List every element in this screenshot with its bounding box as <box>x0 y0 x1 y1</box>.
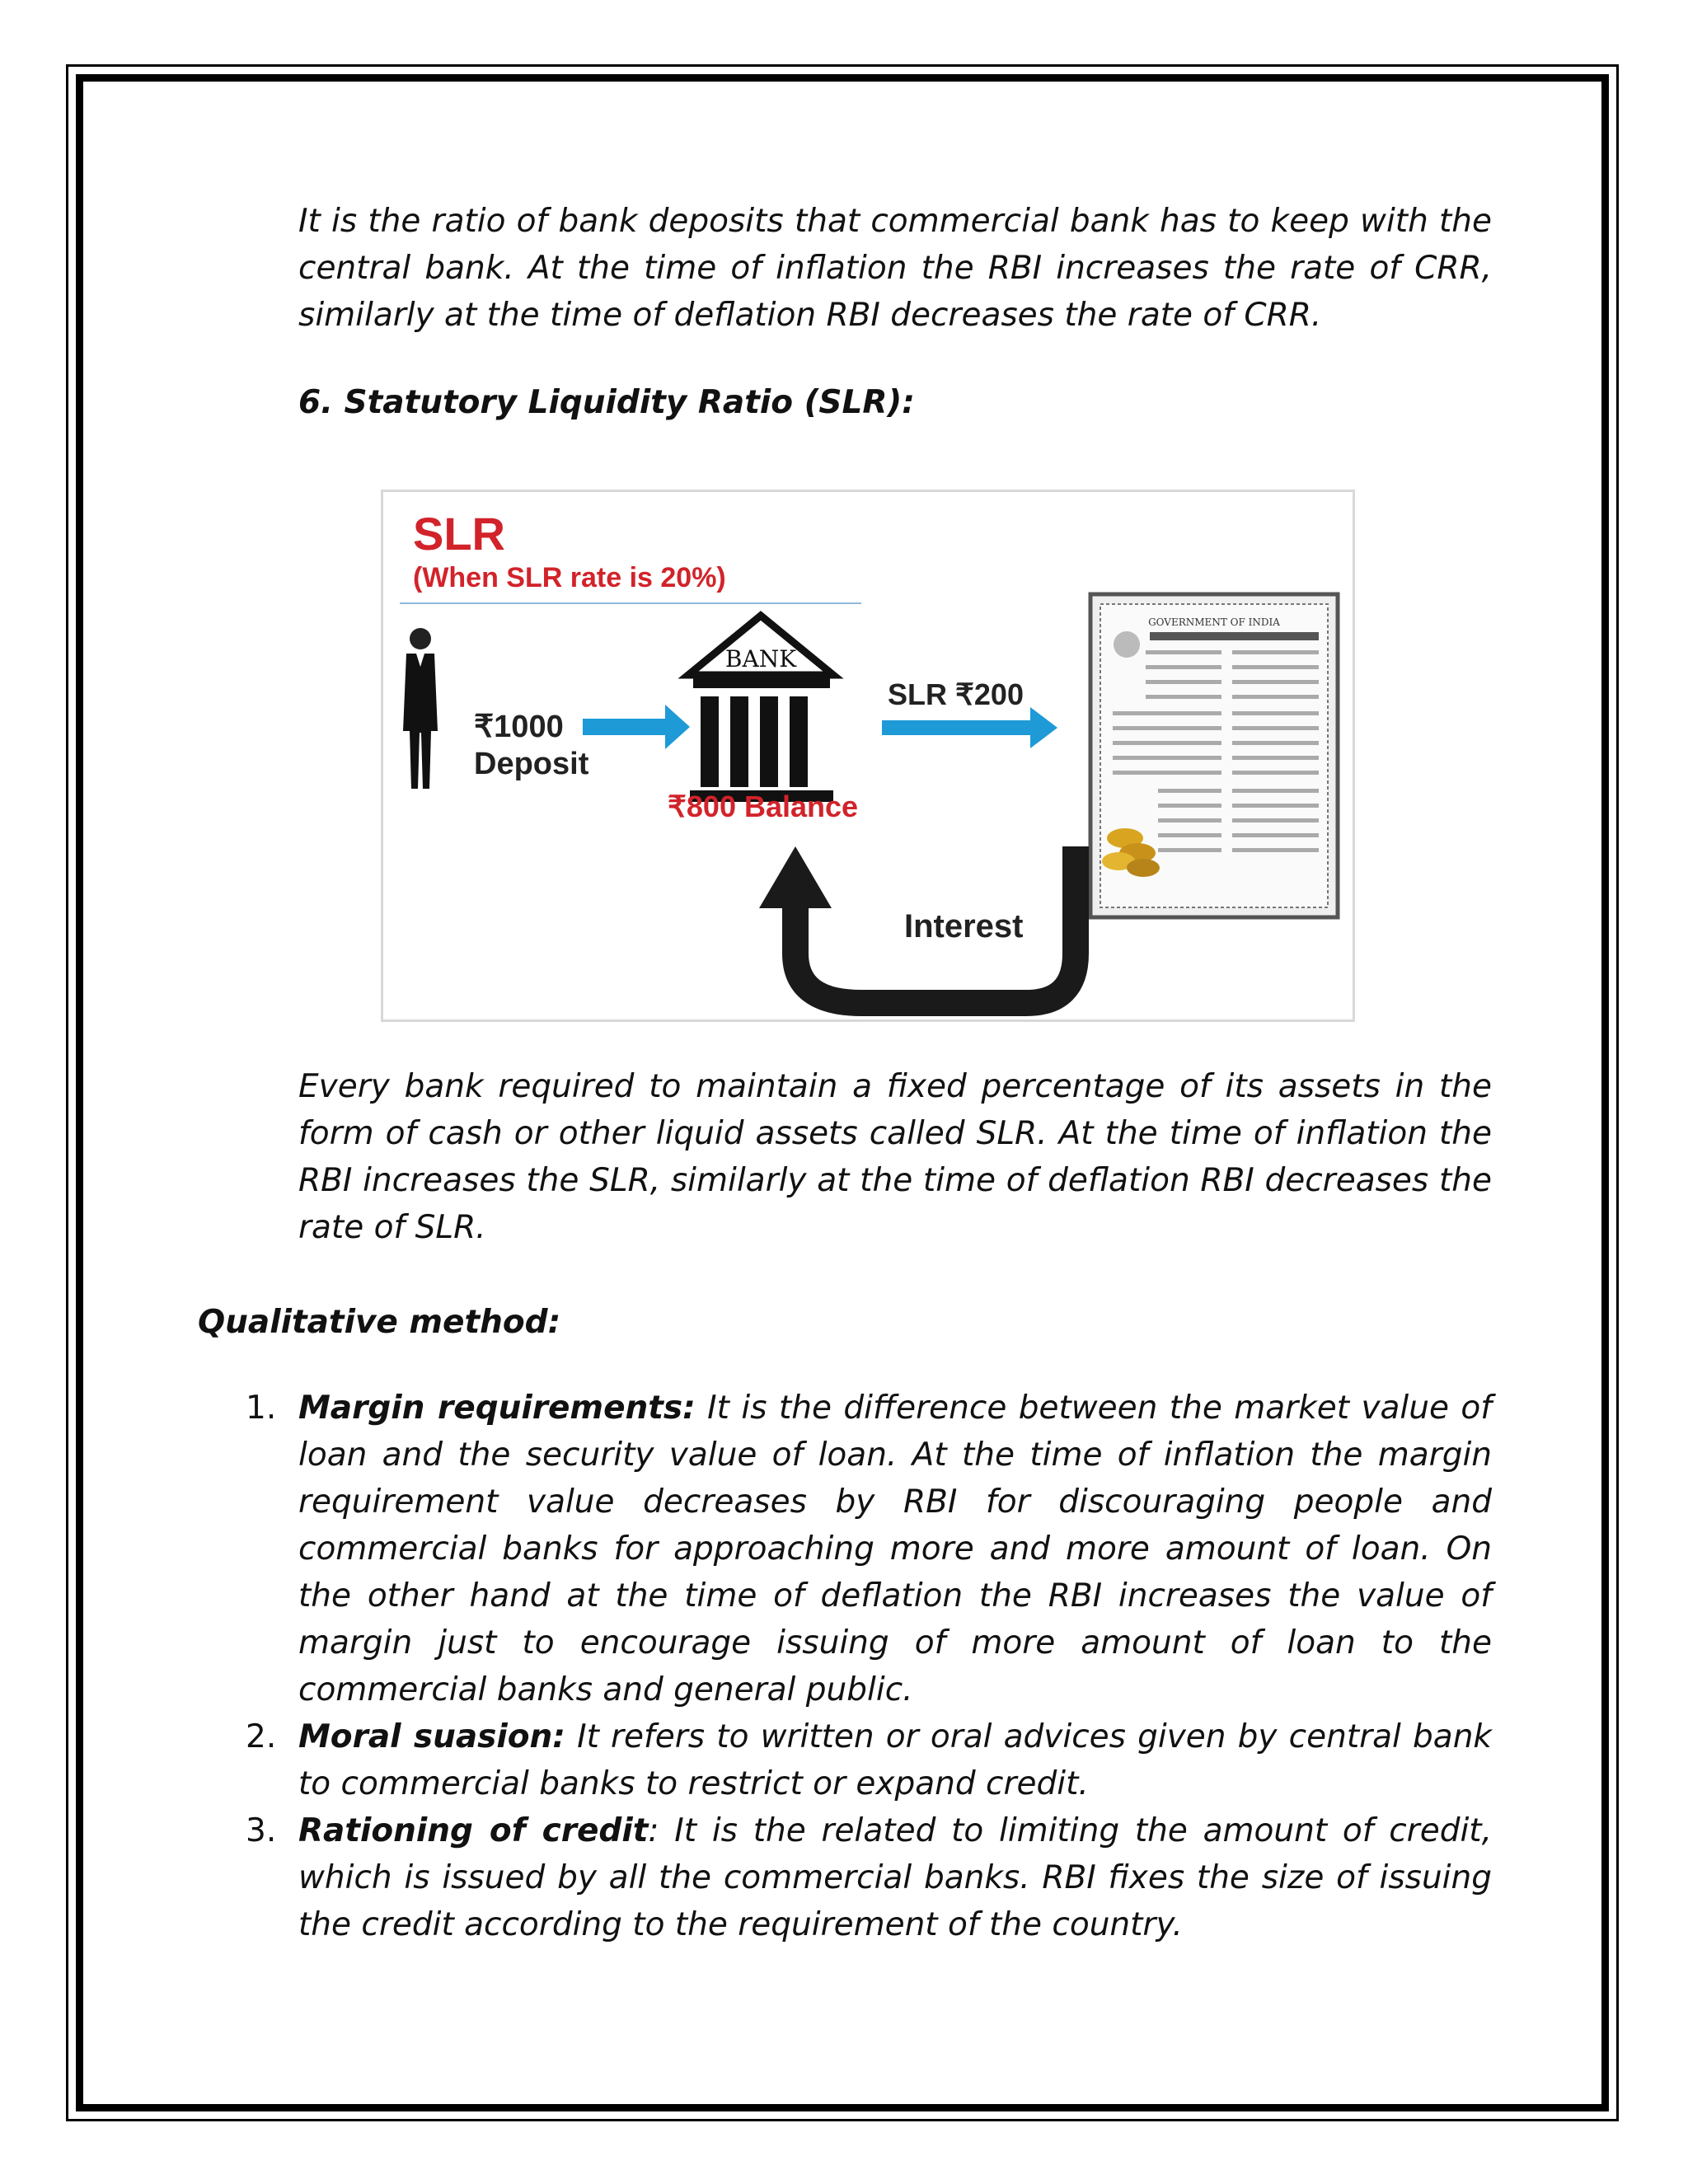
list-text: It refers to written or oral advices given by central bank to commercial banks to restrict or expand credit. <box>298 1718 1492 1802</box>
list-term: Margin requirements: <box>298 1390 696 1427</box>
figure-subtitle: (When SLR rate is 20%) <box>413 562 726 593</box>
qualitative-heading: Qualitative method: <box>198 1304 561 1341</box>
deposit-arrow-icon <box>583 705 690 749</box>
list-number: 1. <box>246 1390 277 1427</box>
slr-paragraph: Every bank required to maintain a fixed percentage of its assets in the form of cash or other liquid assets called SLR. At the time of inflation the RBI increases the SLR, similarly at the time of deflation RBI decreases the rate of SLR. <box>298 1068 1492 1246</box>
interest-label: Interest <box>904 908 1024 944</box>
government-bond-document-icon <box>1090 594 1338 917</box>
slr-arrow-icon <box>882 707 1057 748</box>
list-term: Rationing of credit <box>298 1812 649 1849</box>
list-term: Moral suasion: <box>298 1718 565 1755</box>
balance-label: ₹800 Balance <box>668 790 859 823</box>
list-number: 2. <box>246 1718 277 1755</box>
deposit-amount: ₹1000 <box>474 710 564 744</box>
list-item <box>239 1807 1492 1948</box>
slr-illustration <box>383 492 1353 1019</box>
man-icon <box>403 628 438 789</box>
slr-heading: 6. Statutory Liquidity Ratio (SLR): <box>298 384 915 421</box>
deposit-label: Deposit <box>474 747 589 781</box>
list-text: It is the difference between the market value of loan and the security value of loan. At the time of inflation the margin requirement value decreases by RBI for discouraging people and commercial banks for approaching more and more amount of loan. On the other hand at the time of deflation the RBI increases the value of margin just to encourage issuing of more amount of loan to the commercial banks and general public. <box>298 1390 1493 1708</box>
bank-icon <box>688 616 833 802</box>
list-text: : It is the related to limiting the amount of credit, which is issued by all the commercial banks. RBI fixes the size of issuing the credit according to the requirement of the country. <box>298 1812 1492 1943</box>
list-item <box>239 1713 1492 1807</box>
slr-amount: SLR ₹200 <box>888 677 1024 711</box>
qualitative-methods-list <box>239 1385 1492 1948</box>
document-header: GOVERNMENT OF INDIA <box>1148 616 1280 628</box>
slr-figure <box>381 490 1355 1022</box>
list-number: 3. <box>246 1812 277 1849</box>
list-item <box>239 1385 1492 1713</box>
figure-title: SLR <box>413 508 505 560</box>
bank-label: BANK <box>724 645 797 673</box>
crr-paragraph: It is the ratio of bank deposits that commercial bank has to keep with the central bank. At the time of inflation the RBI increases the rate of CRR, similarly at the time of deflation RBI decreases the rate of CRR. <box>298 203 1492 334</box>
